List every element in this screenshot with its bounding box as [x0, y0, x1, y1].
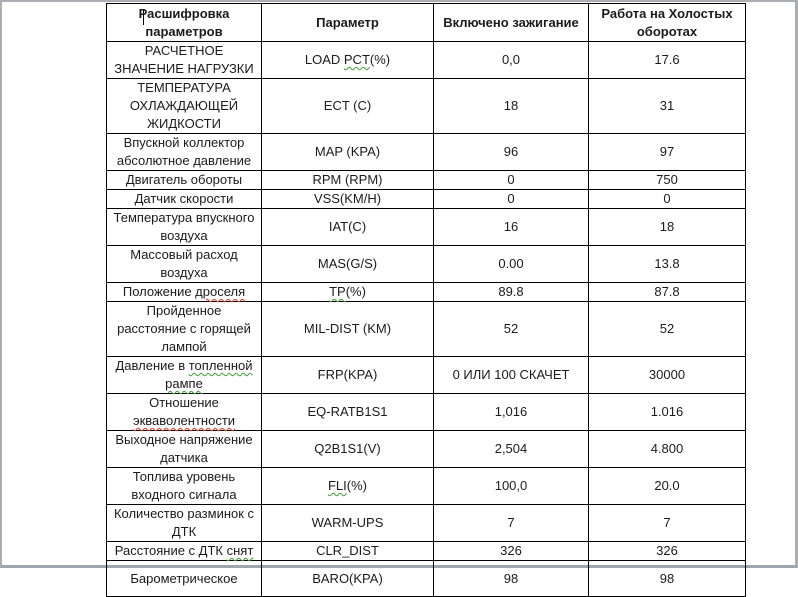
- cell-ignition-value[interactable]: 0 ИЛИ 100 СКАЧЕТ: [434, 357, 589, 394]
- cell-idle-value[interactable]: 4.800: [589, 431, 746, 468]
- col-header-idle[interactable]: Работа на Холостых оборотах: [589, 4, 746, 42]
- cell-parameter[interactable]: ECT (C): [262, 79, 434, 134]
- col-header-decryption[interactable]: Расшифровка параметров: [107, 4, 262, 42]
- grammar-squiggle-text: TP: [329, 284, 346, 299]
- cell-description[interactable]: Массовый расход воздуха: [107, 246, 262, 283]
- cell-idle-value[interactable]: 13.8: [589, 246, 746, 283]
- table-row: [107, 209, 746, 246]
- cell-idle-value[interactable]: 20.0: [589, 468, 746, 505]
- spelling-squiggle-text: дроселя: [195, 284, 246, 299]
- cell-ignition-value[interactable]: 0: [434, 171, 589, 190]
- cell-parameter[interactable]: LOAD PCT(%): [262, 42, 434, 79]
- cell-ignition-value[interactable]: 326: [434, 542, 589, 561]
- cell-parameter[interactable]: RPM (RPM): [262, 171, 434, 190]
- cell-ignition-value[interactable]: 0,0: [434, 42, 589, 79]
- cell-description[interactable]: Выходное напряжение датчика: [107, 431, 262, 468]
- cell-description[interactable]: Температура впускного воздуха: [107, 209, 262, 246]
- table-header-row: [107, 4, 746, 42]
- cell-ignition-value[interactable]: 98: [434, 561, 589, 597]
- parameters-table: [106, 3, 746, 597]
- cell-description[interactable]: Впускной коллектор абсолютное давление: [107, 134, 262, 171]
- cell-ignition-value[interactable]: 2,504: [434, 431, 589, 468]
- grammar-squiggle-text: FLI: [327, 478, 347, 493]
- cell-idle-value[interactable]: 31: [589, 79, 746, 134]
- cell-idle-value[interactable]: 326: [589, 542, 746, 561]
- cell-ignition-value[interactable]: 0.00: [434, 246, 589, 283]
- table-row: [107, 394, 746, 431]
- cell-description[interactable]: Пройденное расстояние с горящей лампой: [107, 302, 262, 357]
- cell-parameter[interactable]: MAS(G/S): [262, 246, 434, 283]
- table-row: [107, 302, 746, 357]
- col-header-parameter[interactable]: Параметр: [262, 4, 434, 42]
- cell-ignition-value[interactable]: 0: [434, 190, 589, 209]
- cell-parameter[interactable]: TP(%): [262, 283, 434, 302]
- col-header-ignition-on[interactable]: Включено зажигание: [434, 4, 589, 42]
- table-row: [107, 283, 746, 302]
- table-row: [107, 246, 746, 283]
- table-row: [107, 190, 746, 209]
- table-row: [107, 79, 746, 134]
- table-body: [107, 42, 746, 597]
- cell-description[interactable]: Двигатель обороты: [107, 171, 262, 190]
- cell-ignition-value[interactable]: 1,016: [434, 394, 589, 431]
- cell-ignition-value[interactable]: 89.8: [434, 283, 589, 302]
- cell-parameter[interactable]: MAP (KPA): [262, 134, 434, 171]
- cell-description[interactable]: Датчик скорости: [107, 190, 262, 209]
- cell-idle-value[interactable]: 17.6: [589, 42, 746, 79]
- cell-ignition-value[interactable]: 52: [434, 302, 589, 357]
- cell-parameter[interactable]: MIL-DIST (KM): [262, 302, 434, 357]
- cell-parameter[interactable]: WARM-UPS: [262, 505, 434, 542]
- table-row: [107, 542, 746, 561]
- cell-ignition-value[interactable]: 96: [434, 134, 589, 171]
- cell-idle-value[interactable]: 87.8: [589, 283, 746, 302]
- cell-description[interactable]: Положение дроселя: [107, 283, 262, 302]
- table-row: [107, 468, 746, 505]
- cell-parameter[interactable]: FLI(%): [262, 468, 434, 505]
- cell-idle-value[interactable]: 7: [589, 505, 746, 542]
- table-row: [107, 171, 746, 190]
- cell-idle-value[interactable]: 98: [589, 561, 746, 597]
- cell-ignition-value[interactable]: 16: [434, 209, 589, 246]
- cell-parameter[interactable]: BARO(KPA): [262, 561, 434, 597]
- table-row: [107, 134, 746, 171]
- cell-idle-value[interactable]: 30000: [589, 357, 746, 394]
- table-row: [107, 431, 746, 468]
- cell-description[interactable]: Топлива уровень входного сигнала: [107, 468, 262, 505]
- grammar-squiggle-text: PCT: [343, 52, 370, 67]
- cell-description[interactable]: ТЕМПЕРАТУРА ОХЛАЖДАЮЩЕЙ ЖИДКОСТИ: [107, 79, 262, 134]
- cell-ignition-value[interactable]: 100,0: [434, 468, 589, 505]
- cell-parameter[interactable]: Q2B1S1(V): [262, 431, 434, 468]
- grammar-squiggle-text: снят: [226, 543, 254, 558]
- table-row: [107, 42, 746, 79]
- cell-description[interactable]: Расстояние с ДТК снят: [107, 542, 262, 561]
- cell-parameter[interactable]: EQ-RATB1S1: [262, 394, 434, 431]
- cell-idle-value[interactable]: 750: [589, 171, 746, 190]
- cell-description[interactable]: РАСЧЕТНОЕ ЗНАЧЕНИЕ НАГРУЗКИ: [107, 42, 262, 79]
- cell-description[interactable]: Количество разминок с ДТК: [107, 505, 262, 542]
- cell-ignition-value[interactable]: 18: [434, 79, 589, 134]
- cell-idle-value[interactable]: 97: [589, 134, 746, 171]
- table-row: [107, 505, 746, 542]
- cell-idle-value[interactable]: 0: [589, 190, 746, 209]
- grammar-squiggle-text: топленной рампе: [165, 358, 253, 391]
- cell-ignition-value[interactable]: 7: [434, 505, 589, 542]
- table-row: [107, 561, 746, 597]
- cell-parameter[interactable]: FRP(KPA): [262, 357, 434, 394]
- cell-idle-value[interactable]: 18: [589, 209, 746, 246]
- cell-description[interactable]: Давление в топленной рампе: [107, 357, 262, 394]
- spelling-squiggle-text: экваволентности: [132, 413, 236, 428]
- cell-parameter[interactable]: VSS(KM/H): [262, 190, 434, 209]
- table-row: [107, 357, 746, 394]
- cell-parameter[interactable]: IAT(C): [262, 209, 434, 246]
- cell-idle-value[interactable]: 1.016: [589, 394, 746, 431]
- cell-description[interactable]: Отношение экваволентности: [107, 394, 262, 431]
- cell-parameter[interactable]: CLR_DIST: [262, 542, 434, 561]
- cell-idle-value[interactable]: 52: [589, 302, 746, 357]
- cell-description[interactable]: Барометрическое: [107, 561, 262, 597]
